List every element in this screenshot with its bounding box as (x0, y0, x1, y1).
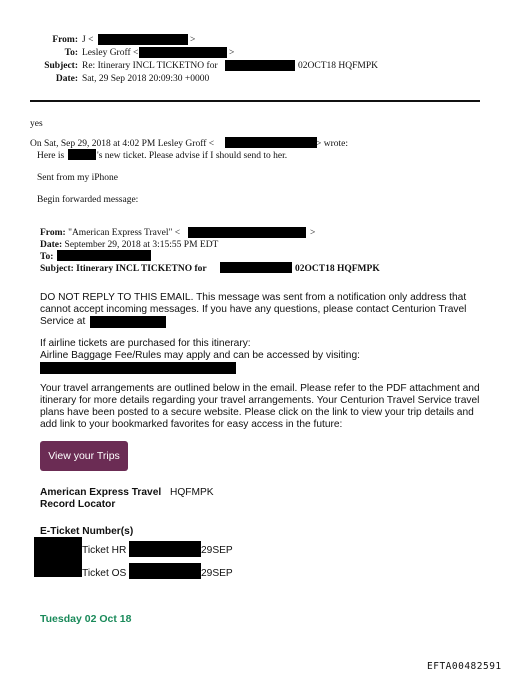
to-value: Lesley Groff < (82, 48, 139, 58)
document-id: EFTA00482591 (427, 661, 502, 672)
fwd-date-label: Date: (40, 240, 63, 250)
sent-from: Sent from my iPhone (37, 173, 119, 183)
fwd-to-line (40, 252, 53, 262)
record-locator-line-1 (40, 487, 161, 498)
redaction-fwd-to (57, 250, 151, 261)
do-not-reply-line-3: Service at (40, 316, 86, 327)
ticket-hr-date: 29SEP (201, 545, 233, 556)
fwd-from-label: From: (40, 228, 66, 238)
from-label: From: (52, 35, 78, 45)
redaction-to (139, 47, 227, 58)
fwd-subject-line (40, 264, 207, 274)
here-is: Here is (37, 151, 65, 161)
itinerary-date-heading: Tuesday 02 Oct 18 (40, 613, 132, 625)
redaction-passenger-block (34, 537, 82, 577)
redaction-airline-link (40, 362, 236, 374)
to-gt: > (229, 48, 235, 58)
redaction-ticket-os (129, 563, 201, 579)
from-value: J < (82, 35, 94, 45)
fwd-subject-value: Itinerary INCL TICKETNO for (76, 264, 207, 274)
new-ticket-text: 's new ticket. Please advise if I should send to her. (97, 151, 288, 161)
travel-line-1: Your travel arrangements are outlined below in the email. Please refer to the PDF attachment and (40, 383, 480, 394)
ticket-os-label: Ticket OS (82, 568, 127, 579)
fwd-from-gt: > (310, 228, 316, 238)
view-your-trips-button[interactable]: View your Trips (40, 441, 128, 471)
reply-body: yes (30, 119, 43, 129)
do-not-reply-line-1: DO NOT REPLY TO THIS EMAIL. This message was sent from a notification only address that (40, 292, 467, 303)
travel-line-2: itinerary for more details regarding your travel arrangements. Your Centurion Travel Service travel (40, 395, 480, 406)
redaction-from (98, 34, 188, 45)
record-locator-line-2: Record Locator (40, 499, 116, 510)
redaction-subject (225, 60, 295, 71)
from-gt: > (190, 35, 196, 45)
travel-line-4: add link to your bookmarked favorites for easy access in the future: (40, 419, 343, 430)
fwd-subject-label: Subject: (40, 264, 74, 274)
date-label: Date: (55, 74, 78, 84)
travel-line-3: plans have been posted to a secure website. Please click on the link to view your trip details and (40, 407, 474, 418)
fwd-from-value: "American Express Travel" < (68, 228, 181, 238)
record-locator-code: HQFMPK (170, 487, 214, 498)
redaction-quote-email (225, 137, 317, 148)
fwd-date-value: September 29, 2018 at 3:15:55 PM EDT (64, 240, 219, 250)
subject-value: Re: Itinerary INCL TICKETNO for (82, 61, 218, 71)
fwd-from-line (40, 228, 180, 238)
airline-line-2: Airline Baggage Fee/Rules may apply and can be accessed by visiting: (40, 350, 360, 361)
airline-line-1: If airline tickets are purchased for this itinerary: (40, 338, 251, 349)
ticket-hr-label: Ticket HR (82, 545, 127, 556)
do-not-reply-line-2: cannot accept incoming messages. If you have any questions, please contact Centurion Travel (40, 304, 467, 315)
subject-label: Subject: (44, 61, 78, 71)
eticket-heading: E-Ticket Number(s) (40, 526, 134, 537)
date-value: Sat, 29 Sep 2018 20:09:30 +0000 (82, 74, 210, 84)
fwd-date-line (40, 240, 218, 250)
ticket-os-date: 29SEP (201, 568, 233, 579)
begin-forwarded: Begin forwarded message: (37, 195, 139, 205)
to-label: To: (64, 48, 78, 58)
fwd-to-label: To: (40, 252, 54, 262)
subject-tail: 02OCT18 HQFMPK (298, 61, 378, 71)
header-divider (30, 100, 480, 102)
redaction-name (68, 149, 96, 160)
quote-wrote: > wrote: (316, 139, 349, 149)
fwd-subject-tail: 02OCT18 HQFMPK (295, 264, 380, 274)
redaction-fwd-subject (220, 262, 292, 273)
redaction-ticket-hr (129, 541, 201, 557)
redaction-service-contact (90, 316, 166, 328)
record-locator-company: American Express Travel (40, 487, 162, 498)
quote-intro: On Sat, Sep 29, 2018 at 4:02 PM Lesley Groff < (30, 139, 215, 149)
redaction-fwd-from (188, 227, 306, 238)
